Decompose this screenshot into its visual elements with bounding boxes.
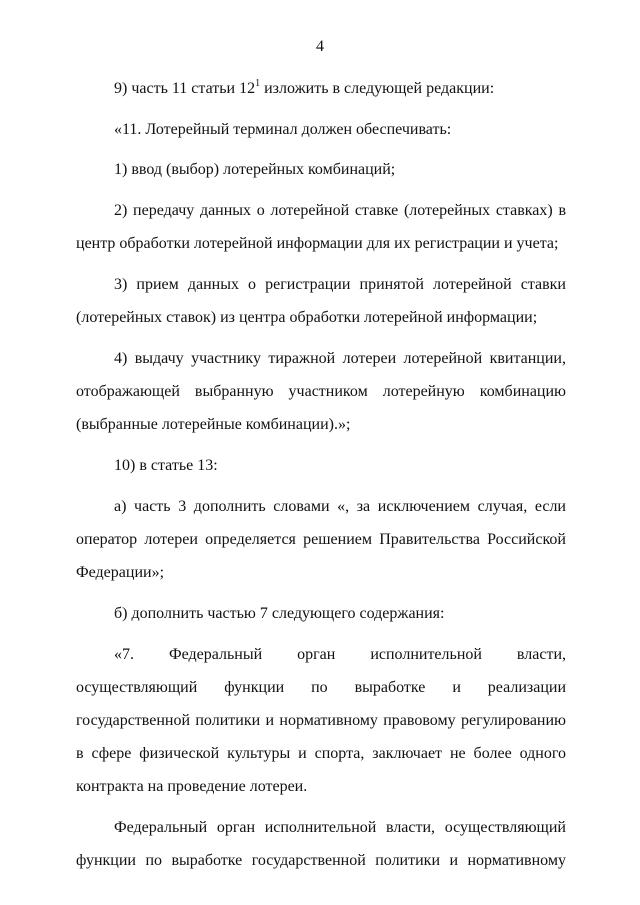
paragraph-item-9 — [76, 72, 566, 105]
paragraph-part-7: «7. Федеральный орган исполнительной власти, осуществляющий функции по выработке и реализации государственной политики и нормативному правовому регулированию в сфере физической культуры и спорта, заключает не более одного контракта на проведение лотереи. — [76, 645, 566, 796]
paragraph-subitem-4: 4) выдачу участнику тиражной лотереи лотерейной квитанции, отображающей выбранную участником лотерейную комбинацию (выбранные лотерейные комбинации).»; — [76, 349, 566, 434]
paragraph-continuation: Федеральный орган исполнительной власти, осуществляющий функции по выработке государственной политики и нормативному — [76, 819, 566, 870]
superscript-number: 1 — [255, 78, 261, 89]
paragraph-text: 9) часть 11 статьи 12 — [114, 80, 256, 97]
paragraph-subitem-b: б) дополнить частью 7 следующего содержания: — [114, 604, 445, 622]
document-body — [76, 72, 566, 877]
paragraph-subitem-3: 3) прием данных о регистрации принятой лотерейной ставки (лотерейных ставок) из центра обработки лотерейной информации; — [76, 276, 566, 327]
paragraph-item-10: 10) в статье 13: — [114, 457, 218, 475]
page-number: 4 — [316, 38, 324, 55]
paragraph-part-11-intro: «11. Лотерейный терминал должен обеспечивать: — [114, 120, 452, 138]
paragraph-subitem-2: 2) передачу данных о лотерейной ставке (лотерейных ставках) в центр обработки лотерейной информации для их регистрации и учета; — [76, 202, 566, 253]
paragraph-subitem-a: а) часть 3 дополнить словами «, за исключением случая, если оператор лотереи определяется решением Правительства Российской Федерации»; — [76, 497, 566, 582]
paragraph-subitem-1: 1) ввод (выбор) лотерейных комбинаций; — [114, 161, 396, 179]
paragraph-text: изложить в следующей редакции: — [260, 80, 495, 97]
